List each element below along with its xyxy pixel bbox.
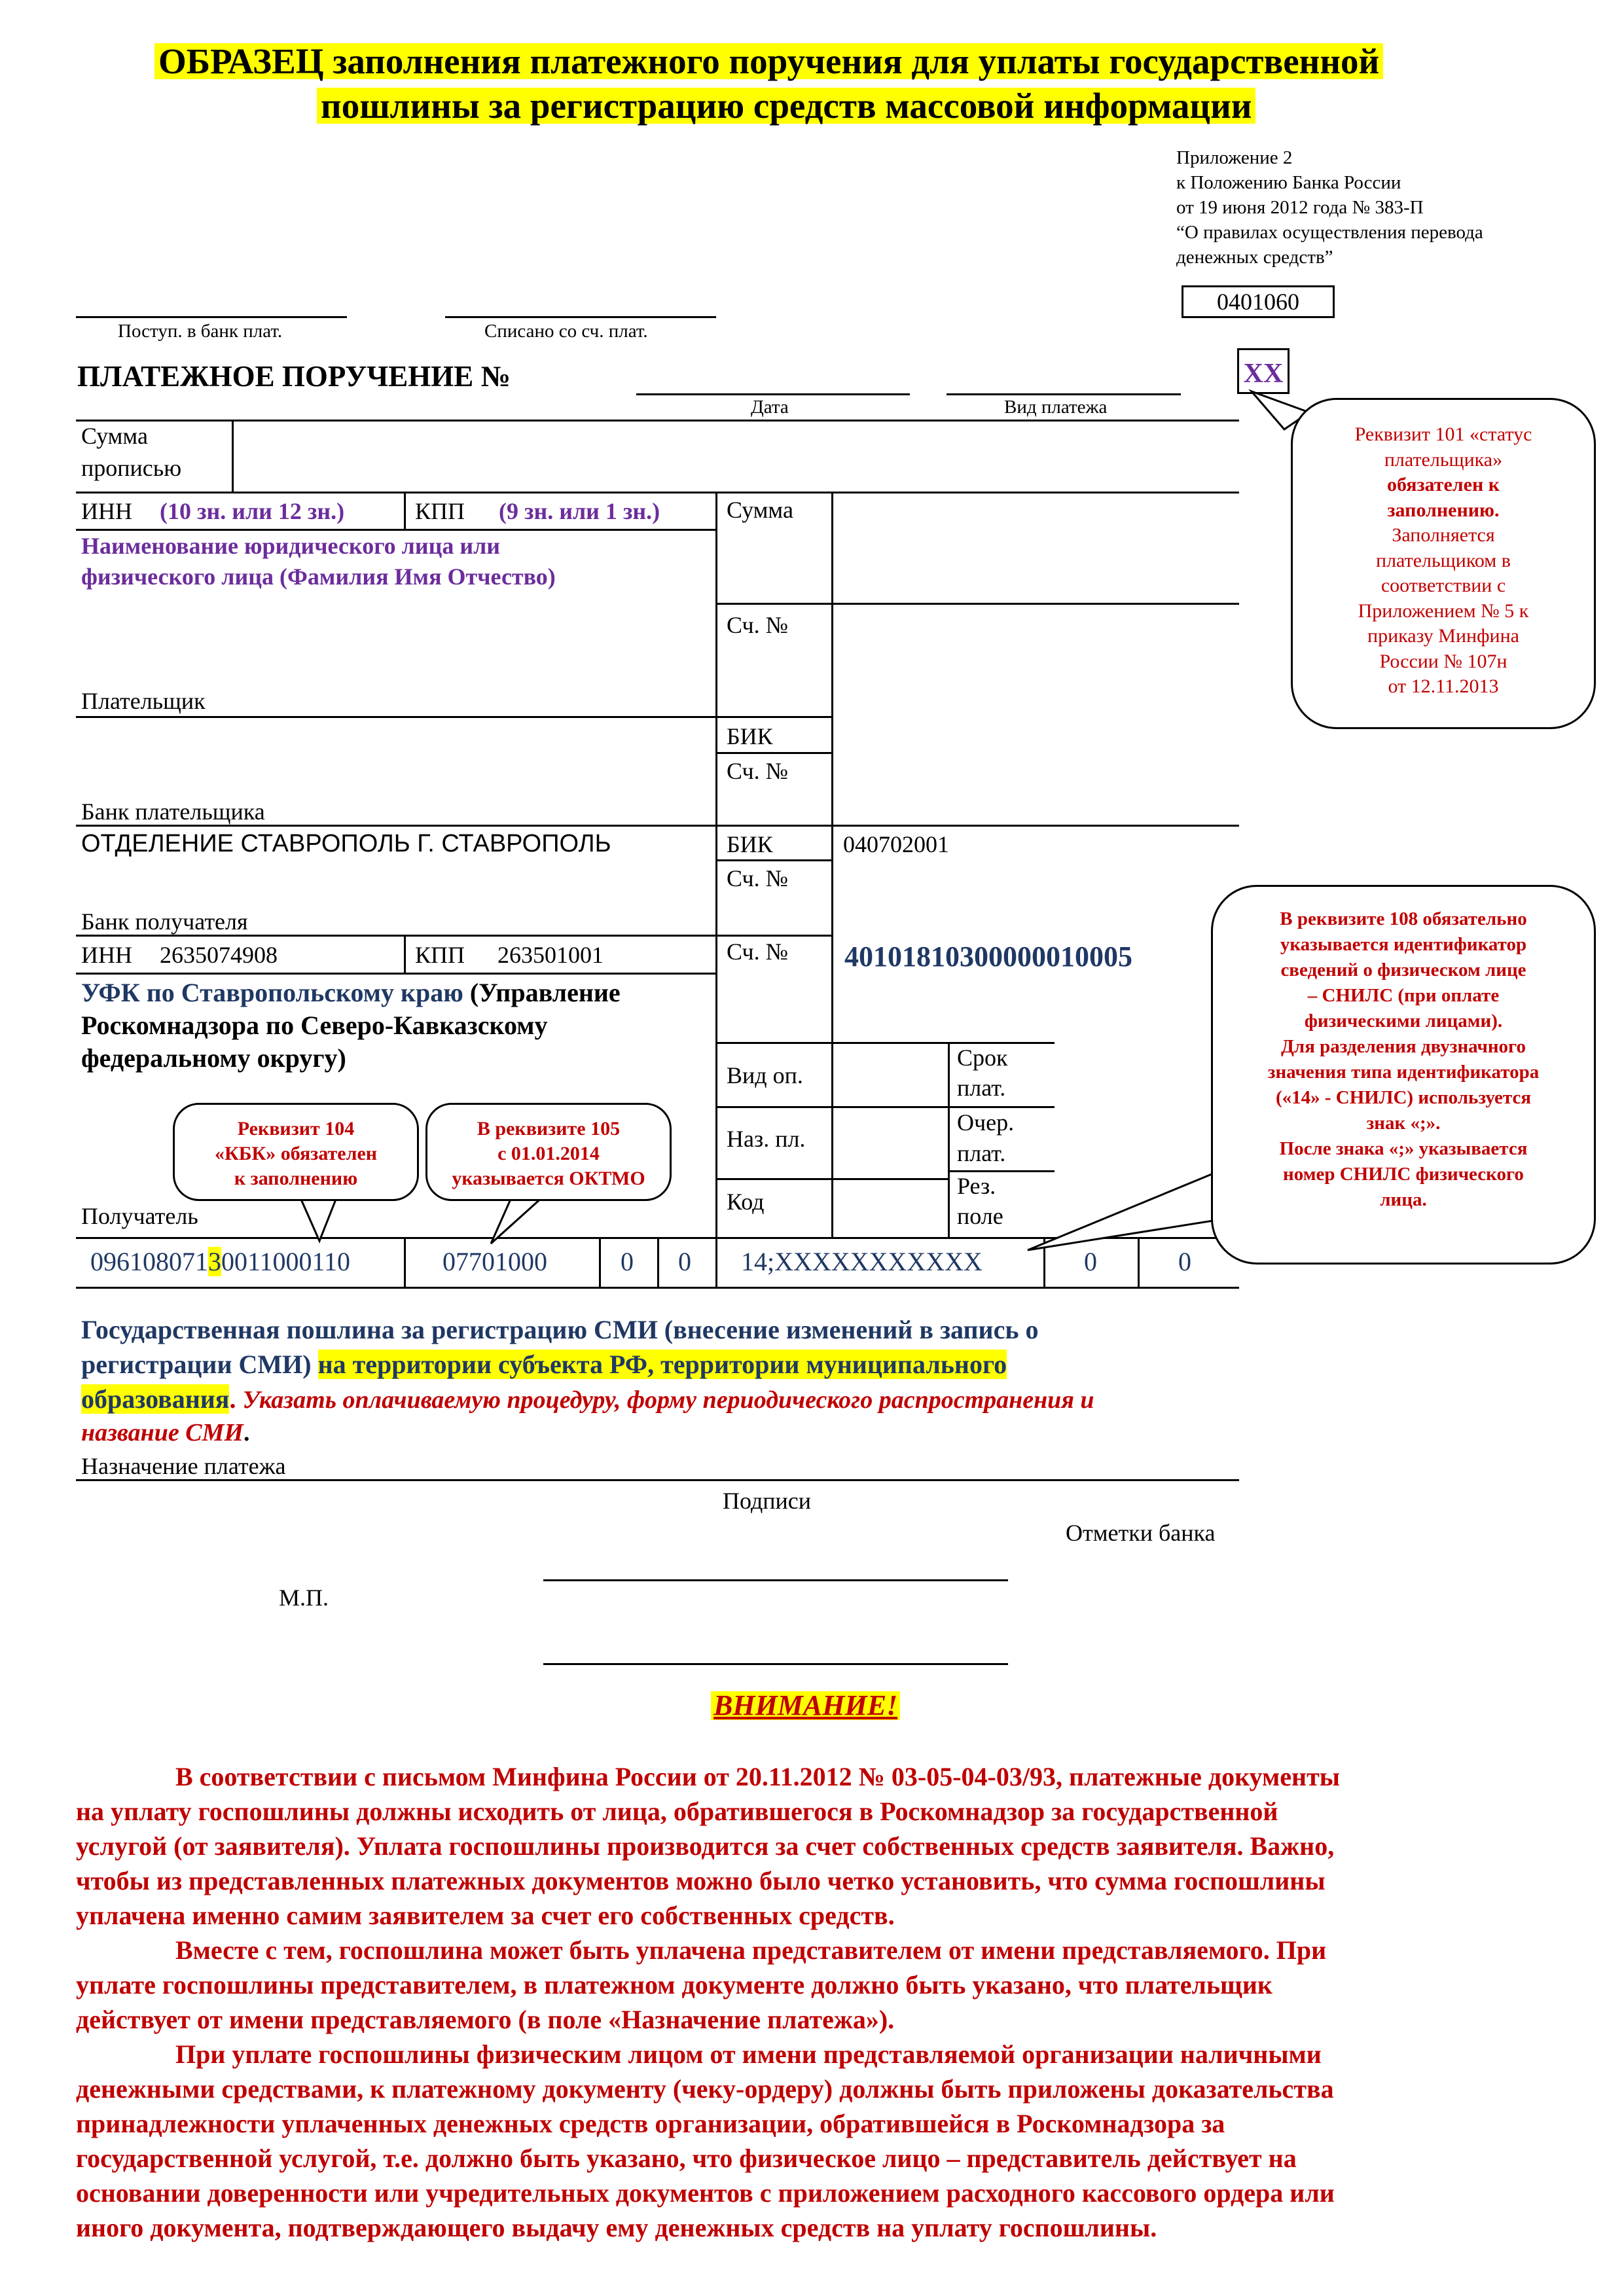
payer-bank-account-label: Сч. № xyxy=(727,758,788,784)
rule xyxy=(76,492,1239,493)
recipient-name-part1: УФК по Ставропольскому краю xyxy=(81,978,463,1007)
term-label: плат. xyxy=(957,1075,1006,1101)
notice-paragraph-2 xyxy=(76,1933,1543,2037)
rule xyxy=(76,1479,1239,1481)
notice-line: на уплату госпошлины должны исходить от лица, обратившегося в Роскомнадзор за государственной xyxy=(76,1797,1278,1826)
rule xyxy=(948,1042,950,1238)
callout-108 xyxy=(1211,885,1596,1265)
notice-line: денежными средствами, к платежному документу (чеку-ордеру) должны быть приложены доказательства xyxy=(76,2074,1334,2104)
callout-101-line: заполнению. xyxy=(1387,499,1500,521)
notice-title: ВНИМАНИЕ! xyxy=(711,1691,900,1720)
rule xyxy=(404,492,406,531)
purpose-line1: Государственная пошлина за регистрацию СМИ (внесение изменений в запись о xyxy=(81,1315,1039,1344)
payment-type-label: Вид платежа xyxy=(1004,397,1108,418)
rule xyxy=(657,1237,659,1288)
purpose-dot: . xyxy=(243,1419,250,1446)
callout-108-tail xyxy=(1008,1139,1244,1270)
recipient-bank-name: ОТДЕЛЕНИЕ СТАВРОПОЛЬ Г. СТАВРОПОЛЬ xyxy=(81,830,611,857)
callout-105 xyxy=(425,1103,672,1201)
callout-101-line: плательщика» xyxy=(1384,448,1503,471)
purpose-line2 xyxy=(81,1352,1007,1378)
rule xyxy=(76,420,1239,422)
recipient-name-line1 xyxy=(81,980,621,1006)
sum-label: Сумма xyxy=(727,497,793,523)
recipient-account-label: Сч. № xyxy=(727,939,788,965)
payer-account-label: Сч. № xyxy=(727,612,788,638)
callout-108-line: сведений о физическом лице xyxy=(1280,960,1526,980)
rule xyxy=(715,859,831,861)
purpose-instruction: название СМИ xyxy=(81,1419,244,1446)
field-108-value: 14;ХХХХХХХХХХХ xyxy=(741,1247,983,1276)
callout-108-line: В реквизите 108 обязательно xyxy=(1280,908,1527,929)
date-label: Дата xyxy=(751,397,789,418)
recipient-name-part2: (Управление xyxy=(469,978,621,1007)
purpose-highlight: на территории субъекта РФ, территории муниципального xyxy=(317,1350,1007,1379)
rule xyxy=(76,973,717,975)
purpose-text: регистрации СМИ) xyxy=(81,1350,312,1379)
callout-108-line: («14» - СНИЛС) используется xyxy=(1275,1087,1532,1108)
callout-101-line: Заполняется xyxy=(1392,524,1495,546)
rule xyxy=(404,1237,406,1288)
notice-line: действует от имени представляемого (в поле «Назначение платежа»). xyxy=(76,2005,895,2034)
debited-line xyxy=(445,316,716,318)
rule xyxy=(715,1106,1055,1108)
callout-108-line: знак «;». xyxy=(1366,1113,1441,1134)
appendix-line: денежных средств” xyxy=(1176,247,1333,268)
callout-108-line: лица. xyxy=(1380,1189,1427,1210)
callout-104 xyxy=(173,1103,419,1201)
form-code-box xyxy=(1182,285,1335,318)
field-107-value: 0 xyxy=(678,1247,691,1276)
rule xyxy=(76,935,831,937)
received-label: Поступ. в банк плат. xyxy=(118,321,283,342)
purpose-highlight: образования xyxy=(81,1384,230,1414)
oktmo-value: 07701000 xyxy=(442,1247,547,1276)
recipient-bank-account-label: Сч. № xyxy=(727,865,788,891)
callout-101-line: от 12.11.2013 xyxy=(1388,675,1499,697)
recipient-account: 40101810300000010005 xyxy=(844,941,1132,973)
notice-line: чтобы из представленных платежных документов можно было четко установить, что сумма госпошлины xyxy=(76,1866,1326,1895)
payer-label: Плательщик xyxy=(81,688,206,714)
callout-101-line: соответствии с xyxy=(1380,575,1506,596)
rule xyxy=(76,825,1239,827)
field-109-value: 0 xyxy=(1084,1247,1097,1276)
payer-status-value: ХХ xyxy=(1243,359,1284,389)
payment-purpose-code-label: Наз. пл. xyxy=(727,1126,806,1152)
recipient-inn: 2635074908 xyxy=(160,942,278,968)
form-code: 0401060 xyxy=(1217,289,1299,315)
notice-line: При уплате госпошлины физическим лицом от имени представляемой организации наличными xyxy=(175,2039,1322,2069)
code-label: Код xyxy=(727,1189,765,1215)
recipient-inn-label: ИНН xyxy=(81,942,132,968)
appendix-line: к Положению Банка России xyxy=(1176,172,1401,193)
signatures-label: Подписи xyxy=(723,1488,812,1514)
rule xyxy=(715,492,717,1288)
notice-line: услугой (от заявителя). Уплата госпошлины производится за счет собственных средств заявителя. Важно, xyxy=(76,1831,1335,1861)
notice-line: Вместе с тем, госпошлина может быть уплачена представителем от имени представляемого. При xyxy=(175,1935,1327,1965)
amount-words-label: Сумма xyxy=(81,423,148,449)
recipient-label: Получатель xyxy=(81,1203,198,1229)
notice-line: основании доверенности или учредительных документов с приложением расходного кассового ордера или xyxy=(76,2178,1335,2208)
rule xyxy=(715,752,831,754)
rule xyxy=(715,603,1239,605)
field-110-value: 0 xyxy=(1178,1247,1191,1276)
rule xyxy=(715,1042,1055,1044)
payer-bank-label: Банк плательщика xyxy=(81,798,265,825)
callout-108-line: указывается идентификатор xyxy=(1280,934,1527,955)
callout-101-line: приказу Минфина xyxy=(1367,625,1519,647)
purpose-line4 xyxy=(81,1420,249,1445)
callout-108-line: номер СНИЛС физического xyxy=(1283,1164,1524,1185)
callout-101 xyxy=(1291,398,1596,729)
notice-line: принадлежности уплаченных денежных средств организации, обратившейся в Роскомнадзора за xyxy=(76,2109,1225,2138)
appendix-line: “О правилах осуществления перевода xyxy=(1176,222,1483,243)
operation-type-label: Вид оп. xyxy=(727,1062,803,1088)
signature-line xyxy=(543,1663,1008,1665)
callout-104-line: к заполнению xyxy=(234,1168,358,1189)
kbk-value xyxy=(90,1249,350,1275)
callout-104-line: «КБК» обязателен xyxy=(214,1143,378,1164)
signature-line xyxy=(543,1579,1008,1581)
callout-108-line: физическими лицами). xyxy=(1304,1011,1503,1031)
received-line xyxy=(76,316,347,318)
term-label: Срок xyxy=(957,1045,1008,1071)
recipient-bank-label: Банк получателя xyxy=(81,908,248,935)
document-title-line2: пошлины за регистрацию средств массовой информации xyxy=(317,88,1255,124)
payment-order-title: ПЛАТЕЖНОЕ ПОРУЧЕНИЕ № xyxy=(77,360,511,393)
notice-paragraph-1 xyxy=(76,1759,1543,1933)
callout-101-line: Реквизит 101 «статус xyxy=(1354,423,1532,445)
callout-101-line: России № 107н xyxy=(1379,650,1507,672)
debited-label: Списано со сч. плат. xyxy=(484,321,648,342)
rule xyxy=(76,716,831,718)
rule xyxy=(715,1178,948,1180)
payer-name-hint-line1: Наименование юридического лица или xyxy=(81,533,501,559)
appendix-line: от 19 июня 2012 года № 383-П xyxy=(1176,197,1424,218)
callout-101-line: плательщиком в xyxy=(1376,549,1511,571)
rule xyxy=(599,1237,601,1288)
callout-108-line: значения типа идентификатора xyxy=(1267,1062,1540,1083)
purpose-instruction: Указать оплачиваемую процедуру, форму периодического распространения и xyxy=(242,1386,1094,1414)
recipient-bik: 040702001 xyxy=(843,831,949,857)
recipient-name-line2: Роскомнадзора по Северо-Кавказскому xyxy=(81,1011,548,1040)
date-line xyxy=(636,393,910,395)
notice-paragraph-3 xyxy=(76,2037,1543,2245)
stamp-label: М.П. xyxy=(279,1585,329,1611)
notice-line: иного документа, подтверждающего выдачу ему денежных средств на уплату госпошлины. xyxy=(76,2213,1157,2242)
payer-kpp-label: КПП xyxy=(415,498,465,524)
queue-label: Очер. xyxy=(957,1109,1015,1136)
kbk-value-part: 096108071 xyxy=(90,1247,208,1276)
rule xyxy=(232,420,234,493)
payer-inn-label: ИНН xyxy=(81,498,132,524)
reserve-label: Рез. xyxy=(957,1173,996,1199)
callout-101-line: обязателен к xyxy=(1386,474,1500,495)
recipient-kpp: 263501001 xyxy=(497,942,604,968)
callout-105-line: с 01.01.2014 xyxy=(497,1143,600,1164)
rule xyxy=(404,935,406,974)
appendix-note xyxy=(1176,145,1483,270)
payer-bik-label: БИК xyxy=(727,723,773,749)
purpose-line3 xyxy=(81,1386,1094,1412)
callout-105-line: указывается ОКТМО xyxy=(452,1168,645,1189)
purpose-dot: . xyxy=(229,1384,236,1414)
notice-line: В соответствии с письмом Минфина России от 20.11.2012 № 03-05-04-03/93, платежные документы xyxy=(175,1762,1340,1791)
document-title-line1: ОБРАЗЕЦ заполнения платежного поручения для уплаты государственной xyxy=(154,43,1383,79)
callout-101-line: Приложением № 5 к xyxy=(1358,600,1529,622)
payer-kpp-hint: (9 зн. или 1 зн.) xyxy=(499,498,660,524)
payment-type-line xyxy=(947,393,1181,395)
recipient-kpp-label: КПП xyxy=(415,942,465,968)
amount-words-label: прописью xyxy=(81,455,182,481)
field-106-value: 0 xyxy=(621,1247,634,1276)
callout-108-line: Для разделения двузначного xyxy=(1280,1036,1526,1057)
kbk-value-highlight: 3 xyxy=(208,1247,221,1276)
bank-marks-label: Отметки банка xyxy=(1066,1520,1216,1546)
notice-line: уплачена именно самим заявителем за счет его собственных средств. xyxy=(76,1901,895,1930)
queue-label: плат. xyxy=(957,1140,1006,1166)
purpose-label: Назначение платежа xyxy=(81,1453,286,1479)
rule xyxy=(76,529,717,531)
appendix-line: Приложение 2 xyxy=(1176,147,1293,168)
notice-line: уплате госпошлины представителем, в платежном документе должно быть указано, что плательщик xyxy=(76,1970,1272,2000)
recipient-bik-label: БИК xyxy=(727,831,773,857)
kbk-value-part: 0011000110 xyxy=(221,1247,351,1276)
callout-108-line: – СНИЛС (при оплате xyxy=(1307,985,1500,1006)
payer-inn-hint: (10 зн. или 12 зн.) xyxy=(160,498,345,524)
callout-104-line: Реквизит 104 xyxy=(237,1118,355,1139)
reserve-label: поле xyxy=(957,1203,1003,1229)
recipient-name-line3: федеральному округу) xyxy=(81,1043,346,1073)
callout-105-line: В реквизите 105 xyxy=(477,1118,621,1139)
notice-line: государственной услугой, т.е. должно быть указано, что физическое лицо – представитель действует на xyxy=(76,2144,1297,2173)
callout-108-line: После знака «;» указывается xyxy=(1279,1138,1528,1159)
payer-name-hint-line2: физического лица (Фамилия Имя Отчество) xyxy=(81,564,556,590)
